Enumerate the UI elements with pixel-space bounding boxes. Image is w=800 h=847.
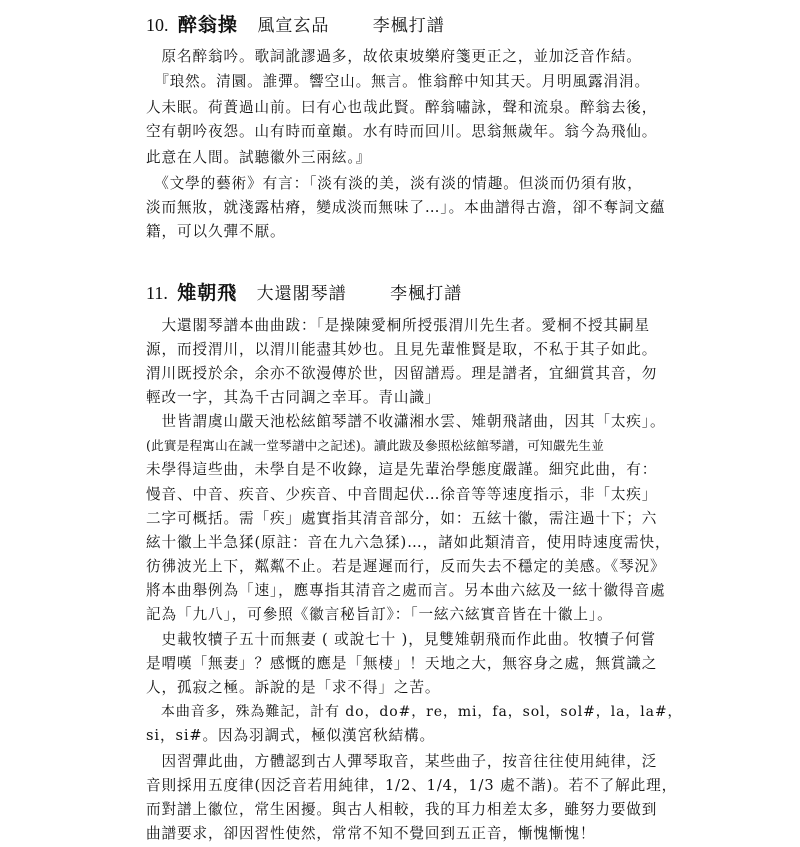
- piece-title: 醉翁操: [177, 14, 238, 36]
- paragraph-line: 渭川既授於余，余亦不欲漫傳於世，因留譜焉。理是譜者，宜細賞其音，勿: [146, 365, 658, 382]
- author-credit: 李楓打譜: [372, 16, 445, 36]
- paragraph-line: 絃十徽上半急猱(原註：音在九六急猱)…，諸如此類清音，使用時速度需快，: [146, 534, 671, 551]
- source-book: 風宣玄品: [257, 16, 330, 36]
- section-heading-11: [146, 278, 462, 305]
- paragraph-line: 《文學的藝術》有言：「淡有淡的美，淡有淡的情趣。但淡而仍須有妝，: [146, 175, 643, 192]
- paragraph-line: 彷彿波光上下，粼粼不止。若是遲遲而行，反而失去不穩定的美感。《琴況》: [146, 558, 666, 575]
- paragraph-line: 原名醉翁吟。歌詞訛謬過多，故依東坡樂府箋更正之，並加泛音作結。: [146, 48, 642, 65]
- paragraph-line: 未學得這些曲，未學自是不收錄，這是先輩治學態度嚴謹。細究此曲，有：: [146, 461, 658, 478]
- paragraph-line: 將本曲舉例為「速」，應專指其清音之處而言。另本曲六絃及一絃十徽得音處: [146, 582, 666, 599]
- section-heading-10: [146, 10, 445, 37]
- source-book: 大還閣琴譜: [256, 284, 347, 304]
- paragraph-line: si，si#。因為羽調式，極似漢宮秋結構。: [146, 727, 435, 744]
- paragraph-line: 世皆謂虞山嚴天池松絃館琴譜不收瀟湘水雲、雉朝飛諸曲，因其「太疾」。: [146, 413, 666, 430]
- paragraph-line: 曲譜要求，卻因習性使然，常常不知不覺回到五正音，慚愧慚愧！: [146, 825, 596, 842]
- paragraph-line: 源，而授渭川，以渭川能盡其妙也。且見先輩惟賢是取，不私于其子如此。: [146, 341, 658, 358]
- paragraph-line: 而對譜上徽位，常生困擾。與古人相較，我的耳力相差太多，雖努力要做到: [146, 801, 658, 818]
- paragraph-line: 此意在人間。試聽徽外三兩絃。』: [146, 149, 372, 166]
- author-credit: 李楓打譜: [390, 284, 463, 304]
- section-number: 10.: [146, 15, 169, 35]
- paragraph-line: 因習彈此曲，方體認到古人彈琴取音，某些曲子，按音往往使用純律，泛: [146, 753, 658, 770]
- paragraph-line: 音則採用五度律(因泛音若用純律，1/2、1/4，1/3 處不諧)。若不了解此理，: [146, 777, 678, 794]
- paragraph-line: 籍，可以久彈不厭。: [146, 223, 286, 240]
- paragraph-line: 記為「九八」，可參照《徽言秘旨訂》：「一絃六絃實音皆在十徽上」。: [146, 606, 613, 623]
- paragraph-line: (此實是程寓山在誠一堂琴譜中之記述)。讀此跋及參照松絃館琴譜，可知嚴先生並: [146, 438, 605, 453]
- paragraph-line: 輕改一字，其為千古同調之幸耳。青山識」: [146, 389, 441, 406]
- paragraph-line: 本曲音多，殊為難記，計有 do，do#，re，mi，fa，sol，sol#，la，la#，: [146, 704, 683, 720]
- piece-title: 雉朝飛: [177, 282, 238, 304]
- paragraph-line: 大還閣琴譜本曲曲跋：「是操陳愛桐所授張渭川先生者。愛桐不授其嗣星: [146, 317, 650, 334]
- paragraph-line: 『琅然。清圜。誰彈。響空山。無言。惟翁醉中知其天。月明風露涓涓。: [146, 73, 650, 90]
- paragraph-line: 二字可概括。需「疾」處實指其清音部分，如：五絃十徽，需注過十下；六: [146, 510, 658, 527]
- paragraph-line: 慢音、中音、疾音、少疾音、中音間起伏…徐音等等速度指示，非「太疾」: [146, 486, 658, 503]
- paragraph-line: 空有朝吟夜怨。山有時而童巔。水有時而回川。思翁無歲年。翁今為飛仙。: [146, 123, 658, 140]
- paragraph-line: 淡而無妝，就淺露枯瘠，變成淡而無味了…」。本曲譜得古澹，卻不奪詞文蘊: [146, 199, 666, 216]
- paragraph-line: 史載牧犢子五十而無妻 ( 或說七十 )，見雙雉朝飛而作此曲。牧犢子何嘗: [146, 631, 657, 648]
- paragraph-line: 人，孤寂之極。訴說的是「求不得」之苦。: [146, 679, 441, 696]
- section-number: 11.: [146, 283, 168, 303]
- paragraph-line: 是喟嘆「無妻」？感慨的應是「無棲」！天地之大，無容身之處，無賞識之: [146, 655, 658, 672]
- paragraph-line: 人未眠。荷蕢過山前。曰有心也哉此賢。醉翁嘯詠，聲和流泉。醉翁去後，: [146, 99, 658, 116]
